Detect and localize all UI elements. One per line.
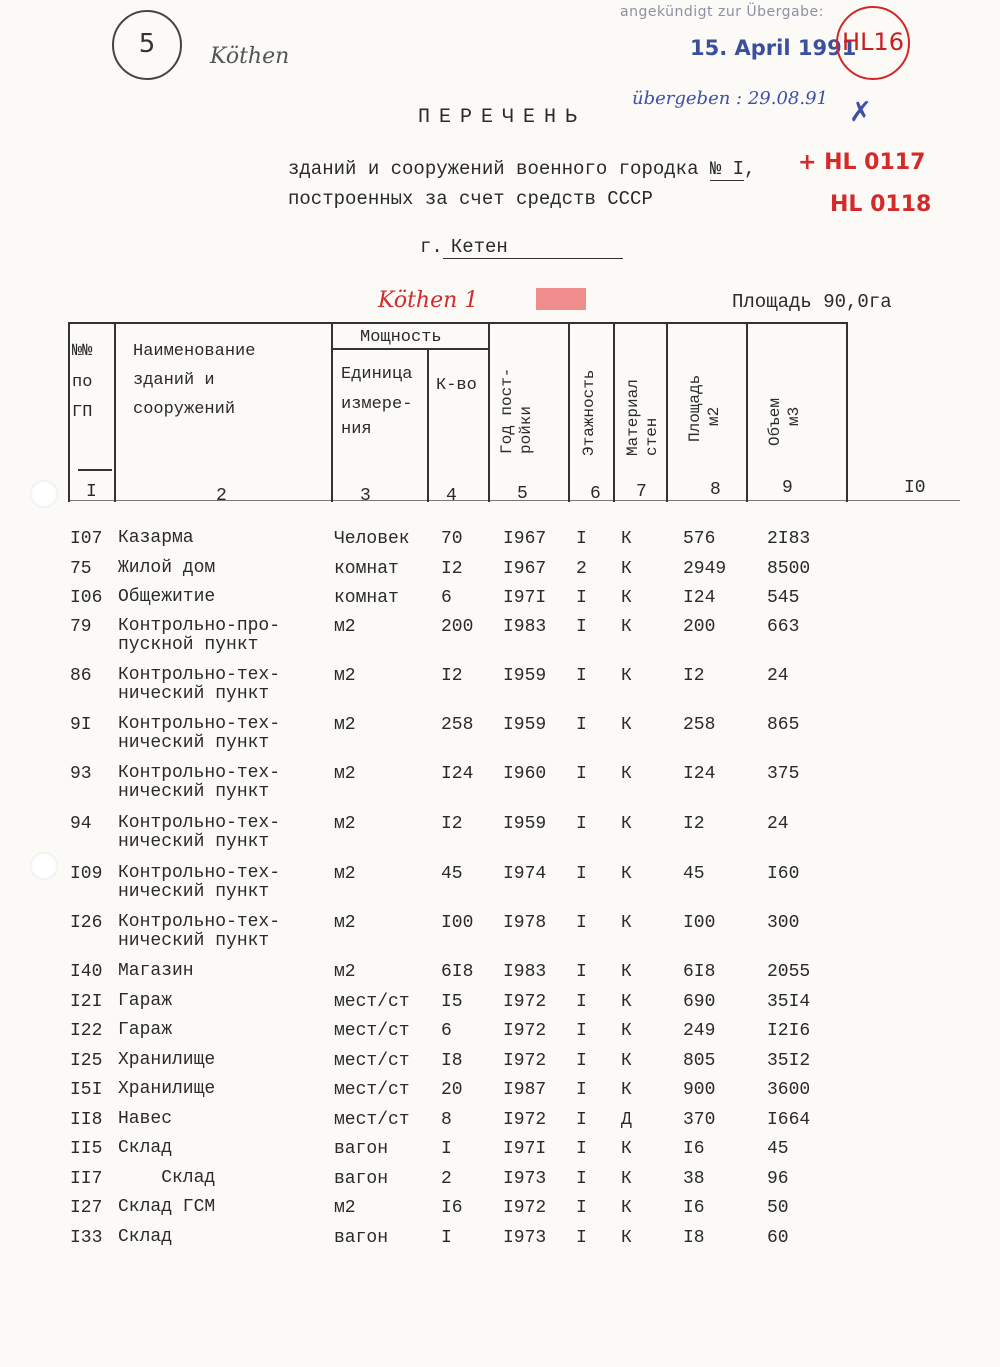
cell-area: 690 xyxy=(683,992,716,1012)
cell-quantity: I2 xyxy=(441,814,463,834)
cell-unit: мест/ст xyxy=(334,1051,410,1071)
cell-number: 94 xyxy=(70,814,92,834)
cell-floors: I xyxy=(576,913,587,933)
cell-year: I960 xyxy=(503,764,547,784)
cell-material: К xyxy=(621,617,632,637)
cell-material: К xyxy=(621,913,632,933)
star-mark-icon: ✗ xyxy=(850,94,871,132)
cell-floors: I xyxy=(576,1080,587,1100)
document-title: ПЕРЕЧЕНЬ xyxy=(418,106,587,129)
cell-material: К xyxy=(621,1228,632,1248)
cell-floors: I xyxy=(576,1169,587,1189)
cell-area: I6 xyxy=(683,1198,705,1218)
cell-name: Контрольно-про- пускной пункт xyxy=(118,616,281,655)
column-number: 8 xyxy=(710,480,721,500)
cell-volume: 24 xyxy=(767,814,789,834)
cell-quantity: 70 xyxy=(441,529,463,549)
cell-quantity: 20 xyxy=(441,1080,463,1100)
cell-year: I973 xyxy=(503,1169,547,1189)
cell-unit: м2 xyxy=(334,666,356,686)
header-number: №№ по ГП xyxy=(72,342,93,423)
cell-number: I22 xyxy=(70,1021,103,1041)
cell-volume: I60 xyxy=(767,864,800,884)
cell-number: I27 xyxy=(70,1198,103,1218)
cell-floors: 2 xyxy=(576,559,587,579)
cell-floors: I xyxy=(576,715,587,735)
header-quantity: К-во xyxy=(436,376,477,395)
cell-number: 93 xyxy=(70,764,92,784)
cell-year: I987 xyxy=(503,1080,547,1100)
cell-name: Навес xyxy=(118,1109,173,1129)
cell-volume: 50 xyxy=(767,1198,789,1218)
cell-unit: вагон xyxy=(334,1139,389,1159)
cell-volume: 60 xyxy=(767,1228,789,1248)
cell-year: I97I xyxy=(503,1139,547,1159)
cell-unit: м2 xyxy=(334,814,356,834)
cell-year: I959 xyxy=(503,814,547,834)
table-row xyxy=(0,666,1000,714)
total-area: Площадь 90,0га xyxy=(732,291,892,313)
cell-quantity: 6 xyxy=(441,588,452,608)
cell-year: I972 xyxy=(503,1051,547,1071)
cell-floors: I xyxy=(576,666,587,686)
cell-volume: 24 xyxy=(767,666,789,686)
cell-floors: I xyxy=(576,962,587,982)
cell-material: К xyxy=(621,666,632,686)
column-number: 3 xyxy=(360,486,371,506)
cell-unit: м2 xyxy=(334,962,356,982)
table-row xyxy=(0,764,1000,812)
cell-name: Контрольно-тех- нический пункт xyxy=(118,813,281,852)
cell-number: II8 xyxy=(70,1110,103,1130)
cell-year: I972 xyxy=(503,1110,547,1130)
cell-number: 86 xyxy=(70,666,92,686)
cell-material: К xyxy=(621,1169,632,1189)
cell-floors: I xyxy=(576,864,587,884)
cell-quantity: 8 xyxy=(441,1110,452,1130)
cell-name: Хранилище xyxy=(118,1079,216,1099)
cell-quantity: I xyxy=(441,1139,452,1159)
cell-quantity: I6 xyxy=(441,1198,463,1218)
cell-unit: м2 xyxy=(334,864,356,884)
cell-volume: 35I2 xyxy=(767,1051,811,1071)
cell-quantity: 6 xyxy=(441,1021,452,1041)
cell-number: 79 xyxy=(70,617,92,637)
cell-area: 258 xyxy=(683,715,716,735)
cell-unit: комнат xyxy=(334,559,399,579)
cell-name: Гараж xyxy=(118,991,173,1011)
cell-floors: I xyxy=(576,588,587,608)
cell-number: I25 xyxy=(70,1051,103,1071)
cell-floors: I xyxy=(576,529,587,549)
stamp-label: angekündigt zur Übergabe: xyxy=(620,4,824,20)
cell-volume: 300 xyxy=(767,913,800,933)
header-capacity: Мощность xyxy=(360,328,442,347)
hl-0117-note: + HL 0117 xyxy=(798,150,926,175)
cell-number: I07 xyxy=(70,529,103,549)
cell-material: К xyxy=(621,1021,632,1041)
cell-area: 576 xyxy=(683,529,716,549)
cell-area: I24 xyxy=(683,764,716,784)
hl-0118-note: HL 0118 xyxy=(830,192,932,217)
header-year: Год пост- ройки xyxy=(498,367,536,454)
table-row xyxy=(0,715,1000,763)
column-number: 4 xyxy=(446,486,457,506)
cell-volume: I2I6 xyxy=(767,1021,811,1041)
handwritten-city: Köthen xyxy=(210,44,290,69)
cell-number: I33 xyxy=(70,1228,103,1248)
cell-area: 38 xyxy=(683,1169,705,1189)
header-unit: Единица измере- ния xyxy=(341,365,413,439)
redaction-mark xyxy=(536,288,586,310)
cell-quantity: I00 xyxy=(441,913,474,933)
cell-area: I24 xyxy=(683,588,716,608)
cell-floors: I xyxy=(576,1139,587,1159)
cell-material: К xyxy=(621,864,632,884)
table-row xyxy=(0,814,1000,862)
cell-year: I973 xyxy=(503,1228,547,1248)
cell-name: Контрольно-тех- нический пункт xyxy=(118,912,281,951)
column-number: I0 xyxy=(904,478,926,498)
cell-floors: I xyxy=(576,814,587,834)
cell-number: I2I xyxy=(70,992,103,1012)
cell-number: I40 xyxy=(70,962,103,982)
cell-area: I00 xyxy=(683,913,716,933)
cell-quantity: I2 xyxy=(441,559,463,579)
cell-name: Контрольно-тех- нический пункт xyxy=(118,714,281,753)
cell-quantity: I24 xyxy=(441,764,474,784)
cell-name: Казарма xyxy=(118,528,194,548)
cell-area: I2 xyxy=(683,814,705,834)
cell-unit: Человек xyxy=(334,529,410,549)
cell-area: 6I8 xyxy=(683,962,716,982)
cell-volume: 35I4 xyxy=(767,992,811,1012)
cell-name: Общежитие xyxy=(118,587,216,607)
cell-name: Склад ГСМ xyxy=(118,1197,216,1217)
cell-year: I959 xyxy=(503,666,547,686)
cell-volume: 2I83 xyxy=(767,529,811,549)
column-number: 7 xyxy=(636,482,647,502)
header-floors: Этажность xyxy=(580,369,598,456)
cell-quantity: 200 xyxy=(441,617,474,637)
cell-volume: 545 xyxy=(767,588,800,608)
cell-volume: I664 xyxy=(767,1110,811,1130)
cell-floors: I xyxy=(576,1110,587,1130)
hl-circle-mark: HL16 xyxy=(836,6,910,80)
table-row xyxy=(0,617,1000,665)
cell-material: К xyxy=(621,814,632,834)
cell-year: I978 xyxy=(503,913,547,933)
cell-quantity: I xyxy=(441,1228,452,1248)
cell-unit: вагон xyxy=(334,1169,389,1189)
cell-number: 9I xyxy=(70,715,92,735)
cell-area: 805 xyxy=(683,1051,716,1071)
cell-area: 2949 xyxy=(683,559,727,579)
cell-number: 75 xyxy=(70,559,92,579)
cell-number: II5 xyxy=(70,1139,103,1159)
cell-volume: 2055 xyxy=(767,962,811,982)
cell-volume: 45 xyxy=(767,1139,789,1159)
cell-year: I97I xyxy=(503,588,547,608)
cell-area: 370 xyxy=(683,1110,716,1130)
cell-material: К xyxy=(621,1198,632,1218)
cell-name: Магазин xyxy=(118,961,194,981)
cell-unit: м2 xyxy=(334,1198,356,1218)
column-number: 9 xyxy=(782,478,793,498)
cell-year: I983 xyxy=(503,962,547,982)
subtitle-line-2: построенных за счет средств СССР xyxy=(288,188,653,210)
cell-year: I967 xyxy=(503,529,547,549)
table-row xyxy=(0,1228,1000,1276)
cell-area: 45 xyxy=(683,864,705,884)
column-number: 2 xyxy=(216,486,227,506)
handover-note: übergeben : 29.08.91 xyxy=(632,88,828,109)
cell-unit: м2 xyxy=(334,764,356,784)
cell-volume: 8500 xyxy=(767,559,811,579)
cell-number: I26 xyxy=(70,913,103,933)
circled-number: 5 xyxy=(112,10,182,80)
cell-number: I09 xyxy=(70,864,103,884)
header-volume: Объем м3 xyxy=(766,397,804,446)
cell-material: К xyxy=(621,588,632,608)
cell-year: I972 xyxy=(503,1021,547,1041)
koethen-note: Köthen 1 xyxy=(378,288,479,313)
stamp-date: 15. April 1991 xyxy=(690,36,857,60)
cell-name: Жилой дом xyxy=(118,558,216,578)
table-row xyxy=(0,913,1000,961)
cell-quantity: I2 xyxy=(441,666,463,686)
header-name: Наименование зданий и сооружений xyxy=(133,342,256,419)
cell-year: I972 xyxy=(503,992,547,1012)
cell-unit: комнат xyxy=(334,588,399,608)
cell-area: I2 xyxy=(683,666,705,686)
cell-material: К xyxy=(621,1051,632,1071)
cell-number: I06 xyxy=(70,588,103,608)
cell-unit: мест/ст xyxy=(334,1110,410,1130)
cell-material: К xyxy=(621,529,632,549)
cell-volume: 96 xyxy=(767,1169,789,1189)
cell-floors: I xyxy=(576,1021,587,1041)
cell-floors: I xyxy=(576,617,587,637)
header-material: Материал стен xyxy=(624,379,662,456)
cell-floors: I xyxy=(576,1198,587,1218)
cell-name: Склад xyxy=(118,1227,173,1247)
cell-material: К xyxy=(621,559,632,579)
cell-floors: I xyxy=(576,992,587,1012)
cell-quantity: 2 xyxy=(441,1169,452,1189)
cell-volume: 375 xyxy=(767,764,800,784)
punch-hole xyxy=(30,480,58,508)
cell-floors: I xyxy=(576,1228,587,1248)
cell-material: К xyxy=(621,715,632,735)
cell-unit: мест/ст xyxy=(334,992,410,1012)
cell-name: Хранилище xyxy=(118,1050,216,1070)
cell-name: Контрольно-тех- нический пункт xyxy=(118,863,281,902)
cell-quantity: I8 xyxy=(441,1051,463,1071)
cell-volume: 663 xyxy=(767,617,800,637)
cell-number: I5I xyxy=(70,1080,103,1100)
cell-material: К xyxy=(621,1080,632,1100)
cell-quantity: 258 xyxy=(441,715,474,735)
cell-year: I967 xyxy=(503,559,547,579)
cell-area: I8 xyxy=(683,1228,705,1248)
subtitle-line-1: зданий и сооружений военного городка № I, xyxy=(288,158,756,180)
column-number: 5 xyxy=(517,484,528,504)
table-row xyxy=(0,864,1000,912)
cell-number: II7 xyxy=(70,1169,103,1189)
column-number: I xyxy=(86,482,97,502)
cell-name: Контрольно-тех- нический пункт xyxy=(118,665,281,704)
cell-quantity: 45 xyxy=(441,864,463,884)
cell-area: 200 xyxy=(683,617,716,637)
cell-year: I959 xyxy=(503,715,547,735)
cell-volume: 3600 xyxy=(767,1080,811,1100)
city-line: г. Кетен xyxy=(420,236,623,259)
cell-quantity: 6I8 xyxy=(441,962,474,982)
cell-year: I983 xyxy=(503,617,547,637)
cell-unit: м2 xyxy=(334,913,356,933)
cell-year: I972 xyxy=(503,1198,547,1218)
header-area: Площадь м2 xyxy=(686,374,724,442)
column-number: 6 xyxy=(590,484,601,504)
cell-quantity: I5 xyxy=(441,992,463,1012)
cell-material: К xyxy=(621,992,632,1012)
cell-material: Д xyxy=(621,1110,632,1130)
cell-unit: вагон xyxy=(334,1228,389,1248)
cell-area: 900 xyxy=(683,1080,716,1100)
cell-material: К xyxy=(621,1139,632,1159)
cell-material: К xyxy=(621,962,632,982)
cell-material: К xyxy=(621,764,632,784)
cell-floors: I xyxy=(576,764,587,784)
cell-name: Склад xyxy=(118,1168,216,1188)
cell-area: I6 xyxy=(683,1139,705,1159)
cell-unit: мест/ст xyxy=(334,1021,410,1041)
cell-floors: I xyxy=(576,1051,587,1071)
cell-year: I974 xyxy=(503,864,547,884)
cell-volume: 865 xyxy=(767,715,800,735)
cell-area: 249 xyxy=(683,1021,716,1041)
cell-name: Гараж xyxy=(118,1020,173,1040)
cell-unit: мест/ст xyxy=(334,1080,410,1100)
cell-name: Склад xyxy=(118,1138,173,1158)
cell-unit: м2 xyxy=(334,617,356,637)
cell-unit: м2 xyxy=(334,715,356,735)
cell-name: Контрольно-тех- нический пункт xyxy=(118,763,281,802)
